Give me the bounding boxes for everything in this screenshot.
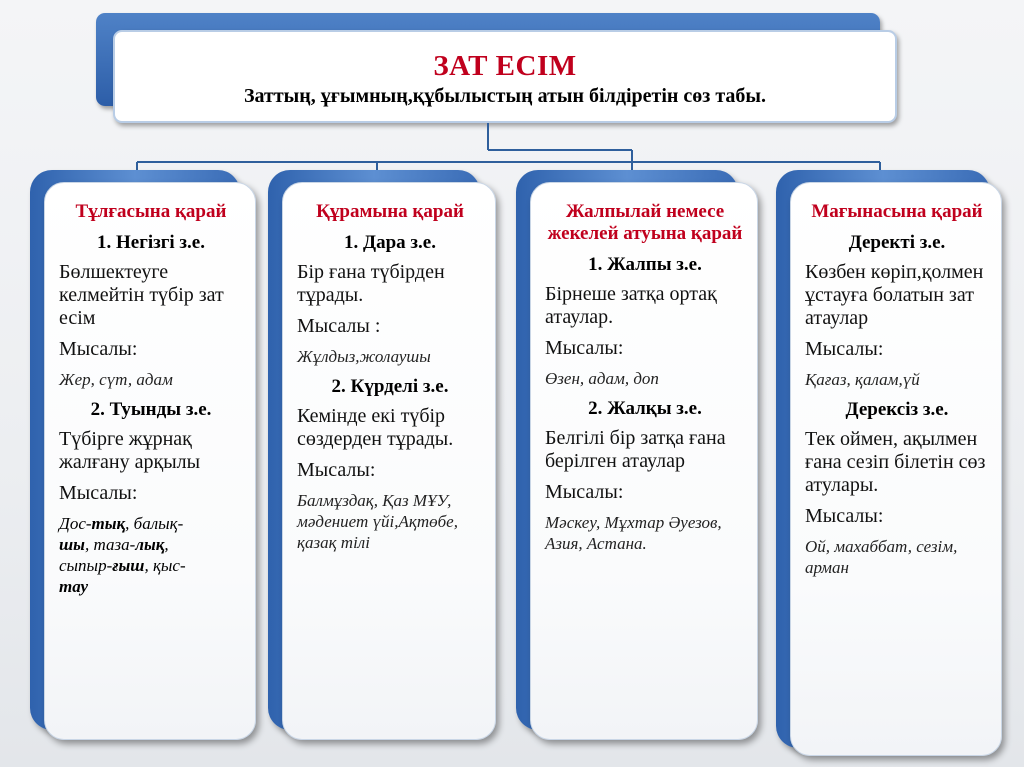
- section-heading: 1. Негізгі з.е.: [97, 232, 205, 253]
- section-heading: Дерексіз з.е.: [845, 399, 949, 420]
- example-text: Мәскеу, Мұхтар Әуезов, Азия, Астана.: [545, 513, 722, 553]
- example-label: Мысалы:: [297, 459, 376, 481]
- title-main: ЗАТ ЕСІМ: [433, 50, 577, 82]
- example-text: Ой, махаббат, сезім, арман: [805, 537, 958, 577]
- section-description: Кемінде екі түбір сөздерден тұрады.: [297, 405, 454, 450]
- example-label: Мысалы:: [805, 505, 884, 527]
- example-text: Балмұздақ, Қаз МҰУ, мәдениет үйі,Ақтөбе, қазақ тілі: [297, 491, 458, 552]
- example-label: Мысалы:: [545, 337, 624, 359]
- column-tulga: [44, 182, 256, 740]
- example-part: ,: [164, 535, 169, 554]
- example-text: Жұлдыз,жолаушы: [297, 347, 431, 366]
- section-description: Бір ғана түбірден тұрады.: [297, 261, 445, 306]
- example-suffix: шы: [59, 535, 85, 554]
- example-part: , таза-: [84, 535, 136, 554]
- section-heading: 1. Жалпы з.е.: [588, 254, 702, 275]
- column-title: Мағынасына қарай: [811, 201, 983, 222]
- column-title: Жалпылай немесе жекелей атуына қарай: [547, 201, 743, 244]
- example-label: Мысалы:: [59, 482, 138, 504]
- example-part: сыпыр-: [59, 556, 113, 575]
- column-title: Тұлғасына қарай: [75, 201, 227, 222]
- example-text: Қағаз, қалам,үй: [805, 370, 920, 389]
- section-heading: Деректі з.е.: [848, 232, 946, 253]
- example-label: Мысалы:: [59, 338, 138, 360]
- example-part: Дос-: [59, 514, 92, 533]
- example-label: Мысалы:: [805, 338, 884, 360]
- example-suffix: тау: [59, 577, 89, 596]
- example-suffix: лық: [135, 535, 165, 554]
- example-text-derivation: [59, 513, 243, 597]
- section-description: Түбірге жұрнақ жалғану арқылы: [59, 428, 201, 473]
- example-label: Мысалы :: [297, 315, 381, 337]
- section-description: Көзбен көріп,қолмен ұстауға болатын зат атаулар: [805, 261, 984, 329]
- example-text: Өзен, адам, доп: [545, 369, 659, 388]
- column-magynasy: [790, 182, 1002, 756]
- section-description: Белгілі бір затқа ғана берілген атаулар: [545, 427, 726, 472]
- column-kuramy: [282, 182, 496, 740]
- title-subtitle: Заттың, ұғымның,құбылыстың атын білдіретін сөз табы.: [243, 85, 767, 107]
- section-description: Бірнеше затқа ортақ атаулар.: [545, 283, 717, 328]
- example-text: Жер, сүт, адам: [59, 370, 173, 389]
- example-part: , қыс-: [144, 556, 186, 575]
- section-heading: 2. Туынды з.е.: [90, 399, 212, 420]
- example-suffix: ғыш: [112, 556, 145, 575]
- example-part: , балық-: [125, 514, 184, 533]
- section-heading: 1. Дара з.е.: [344, 232, 436, 253]
- section-heading: 2. Жалқы з.е.: [588, 398, 702, 419]
- example-suffix: тық: [91, 514, 126, 533]
- column-title: Құрамына қарай: [316, 201, 464, 222]
- example-label: Мысалы:: [545, 481, 624, 503]
- section-description: Бөлшектеуге келмейтін түбір зат есім: [59, 261, 224, 329]
- section-heading: 2. Күрделі з.е.: [331, 376, 449, 397]
- column-zhalpylai: [530, 182, 758, 740]
- section-description: Тек оймен, ақылмен ғана сезіп білетін сөз атулары.: [805, 428, 986, 496]
